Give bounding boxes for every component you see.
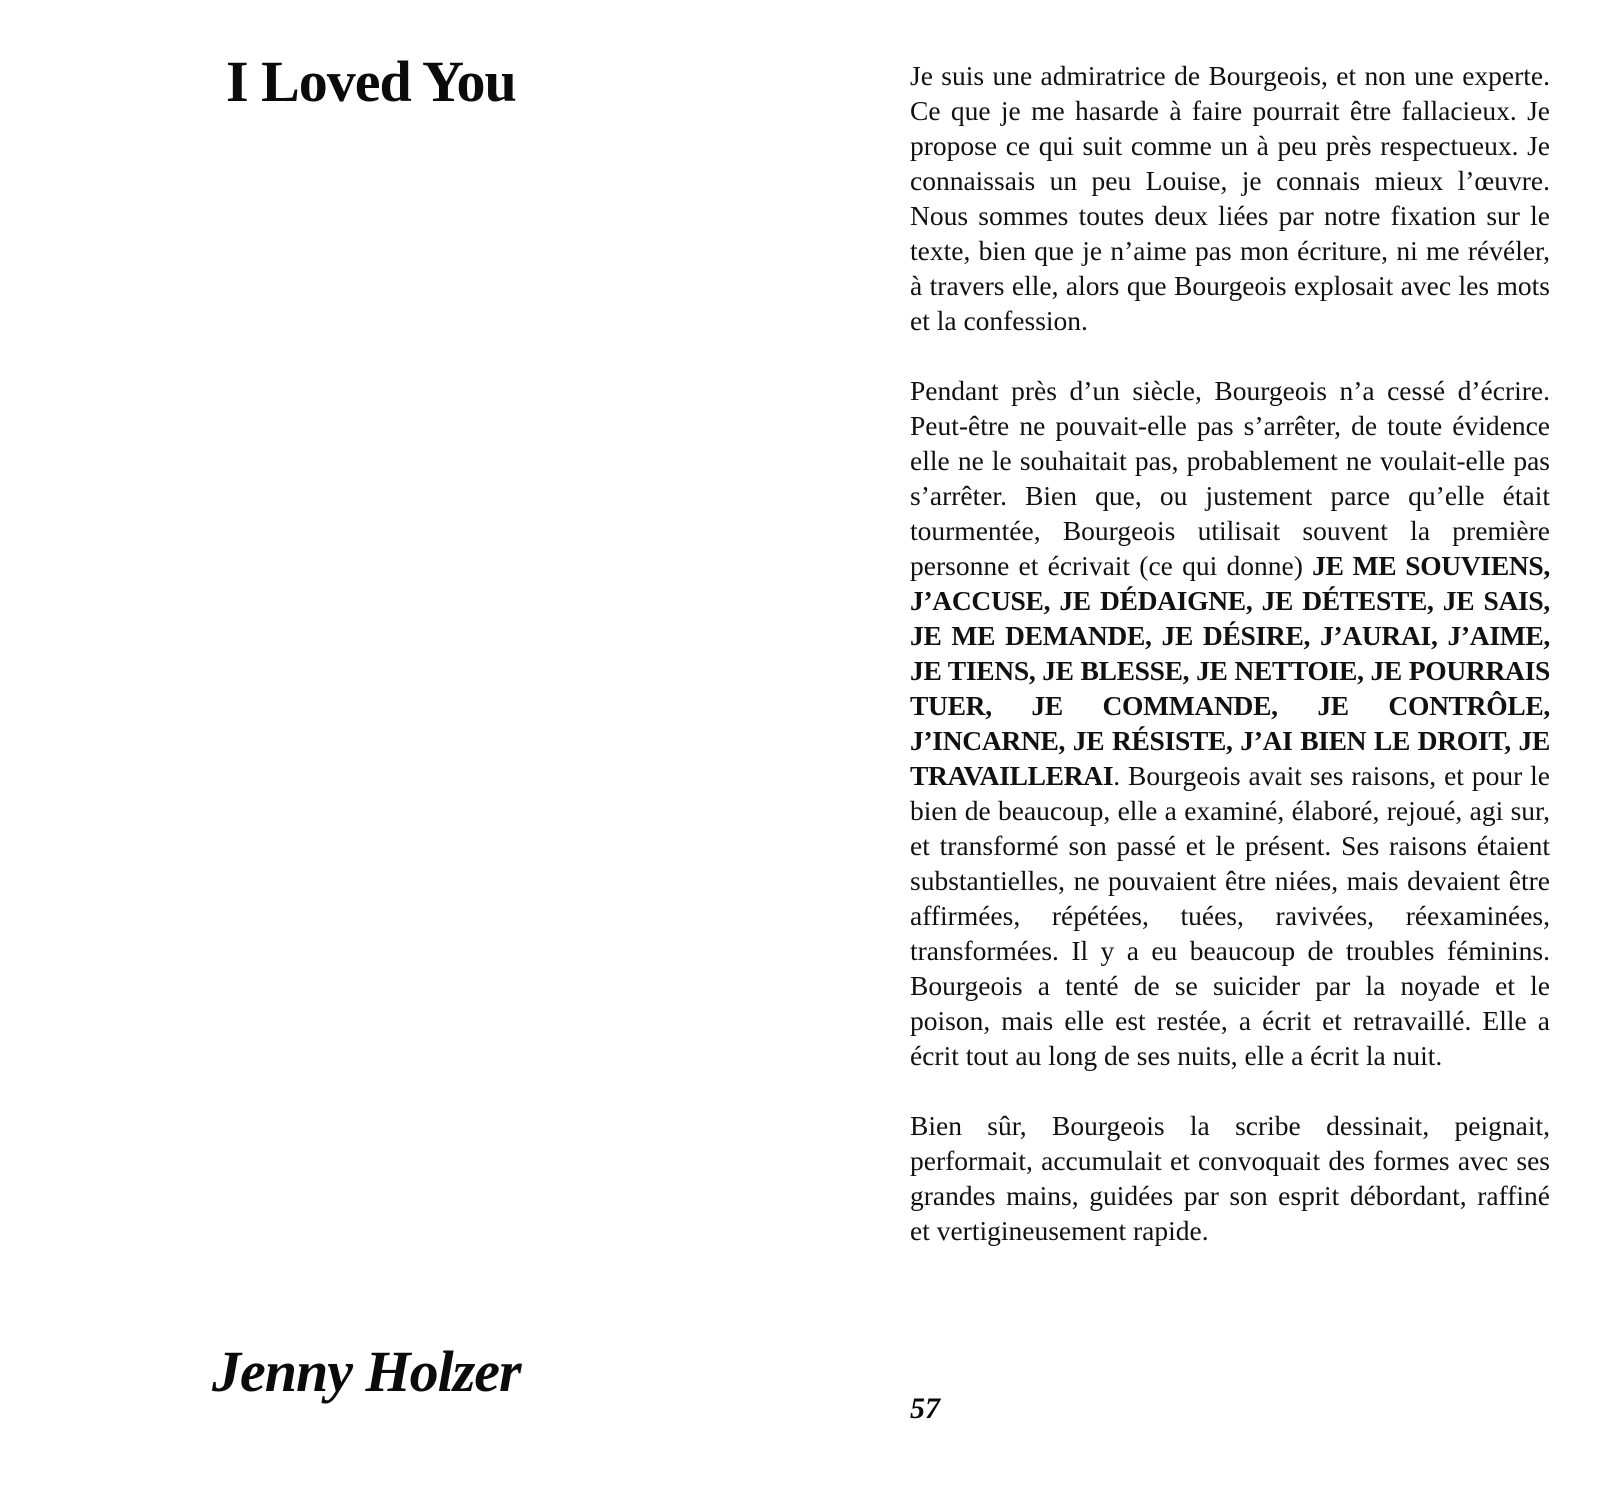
paragraph-2-continuation: . Bourgeois avait ses raisons, et pour le bien de beaucoup, elle a examiné, élaboré, rejoué, agi sur, et transformé son passé et le présent. Ses raisons étaient substantielles, ne pouvaient être niées, mais devaient être affirmées, répétées, tuées, ravivées, réexaminées, transformées. Il y a eu beaucoup de troubles féminins. Bourgeois a tenté de se suicider par la noyade et le poison, mais elle est restée, a écrit et retravaillé. Elle a écrit tout au long de ses nuits, elle a écrit la nuit. (910, 760, 1550, 1071)
page-number: 57 (910, 1392, 940, 1425)
paragraph-2 (910, 373, 1550, 1073)
paragraph-3: Bien sûr, Bourgeois la scribe dessinait, peignait, performait, accumulait et convoquait des formes avec ses grandes mains, guidées par son esprit débordant, raffiné et vertigineusement rapide. (910, 1110, 1550, 1246)
right-page (910, 58, 1550, 1283)
author-name: Jenny Holzer (212, 1339, 521, 1404)
paragraph-2-capitals: JE ME SOUVIENS, J’ACCUSE, JE DÉDAIGNE, JE DÉTESTE, JE SAIS, JE ME DEMANDE, JE DÉSIRE, J’AURAI, J’AIME, JE TIENS, JE BLESSE, JE NETTOIE, JE POURRAIS TUER, JE COMMANDE, JE CONTRÔLE, J’INCARNE, JE RÉSISTE, J’AI BIEN LE DROIT, JE TRAVAILLERAI (910, 550, 1551, 791)
paragraph-1: Je suis une admiratrice de Bourgeois, et non une experte. Ce que je me hasarde à faire pourrait être fallacieux. Je propose ce qui suit comme un à peu près respectueux. Je connaissais un peu Louise, je connais mieux l’œuvre. Nous sommes toutes deux liées par notre fixation sur le texte, bien que je n’aime pas mon écriture, ni me révéler, à travers elle, alors que Bourgeois explosait avec les mots et la confession. (910, 60, 1550, 336)
essay-title: I Loved You (226, 49, 516, 114)
paragraph-2-intro: Pendant près d’un siècle, Bourgeois n’a cessé d’écrire. Peut-être ne pouvait-elle pas s’arrêter, de toute évidence elle ne le souhaitait pas, probablement ne voulait-elle pas s’arrêter. Bien que, ou justement parce qu’elle était tourmentée, Bourgeois utilisait souvent la première personne et écrivait (ce qui donne) (910, 375, 1550, 581)
